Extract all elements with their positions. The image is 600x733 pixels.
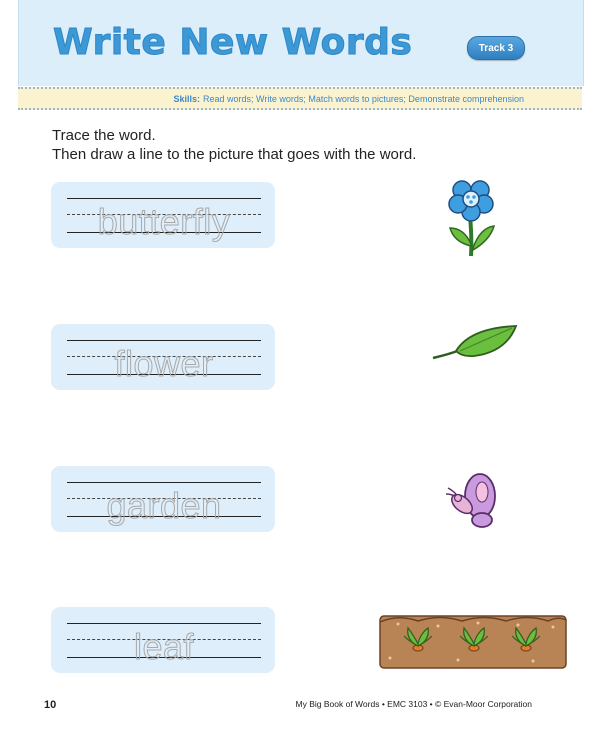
instruction-line-2: Then draw a line to the picture that goes with the word. (52, 146, 417, 163)
trace-box-butterfly[interactable] (51, 182, 275, 248)
page-number: 10 (44, 699, 57, 711)
handwriting-lines (67, 623, 261, 667)
page-title: Write New Words (53, 22, 413, 63)
leaf-icon[interactable] (430, 322, 520, 364)
trace-word: garden (106, 485, 222, 526)
trace-box-flower[interactable] (51, 324, 275, 390)
butterfly-icon[interactable] (444, 470, 500, 532)
garden-icon[interactable] (378, 612, 568, 670)
trace-word: flower (114, 343, 214, 384)
track-badge[interactable]: Track 3 (467, 36, 525, 60)
handwriting-lines (67, 482, 261, 526)
flower-icon[interactable] (440, 176, 506, 262)
footer-credit: My Big Book of Words • EMC 3103 • © Evan-Moor Corporation (295, 699, 532, 709)
instruction-line-1: Trace the word. (52, 127, 156, 144)
trace-box-garden[interactable] (51, 466, 275, 532)
trace-word: leaf (133, 626, 195, 667)
skills-text: Read words; Write words; Match words to pictures; Demonstrate comprehension (203, 93, 524, 104)
trace-word: butterfly (97, 201, 231, 242)
skills-label: Skills: (173, 93, 201, 104)
page-header (18, 0, 584, 86)
handwriting-lines (67, 340, 261, 384)
trace-box-leaf[interactable] (51, 607, 275, 673)
instructions (52, 126, 416, 164)
handwriting-lines (67, 198, 261, 242)
skills-bar (18, 87, 582, 110)
